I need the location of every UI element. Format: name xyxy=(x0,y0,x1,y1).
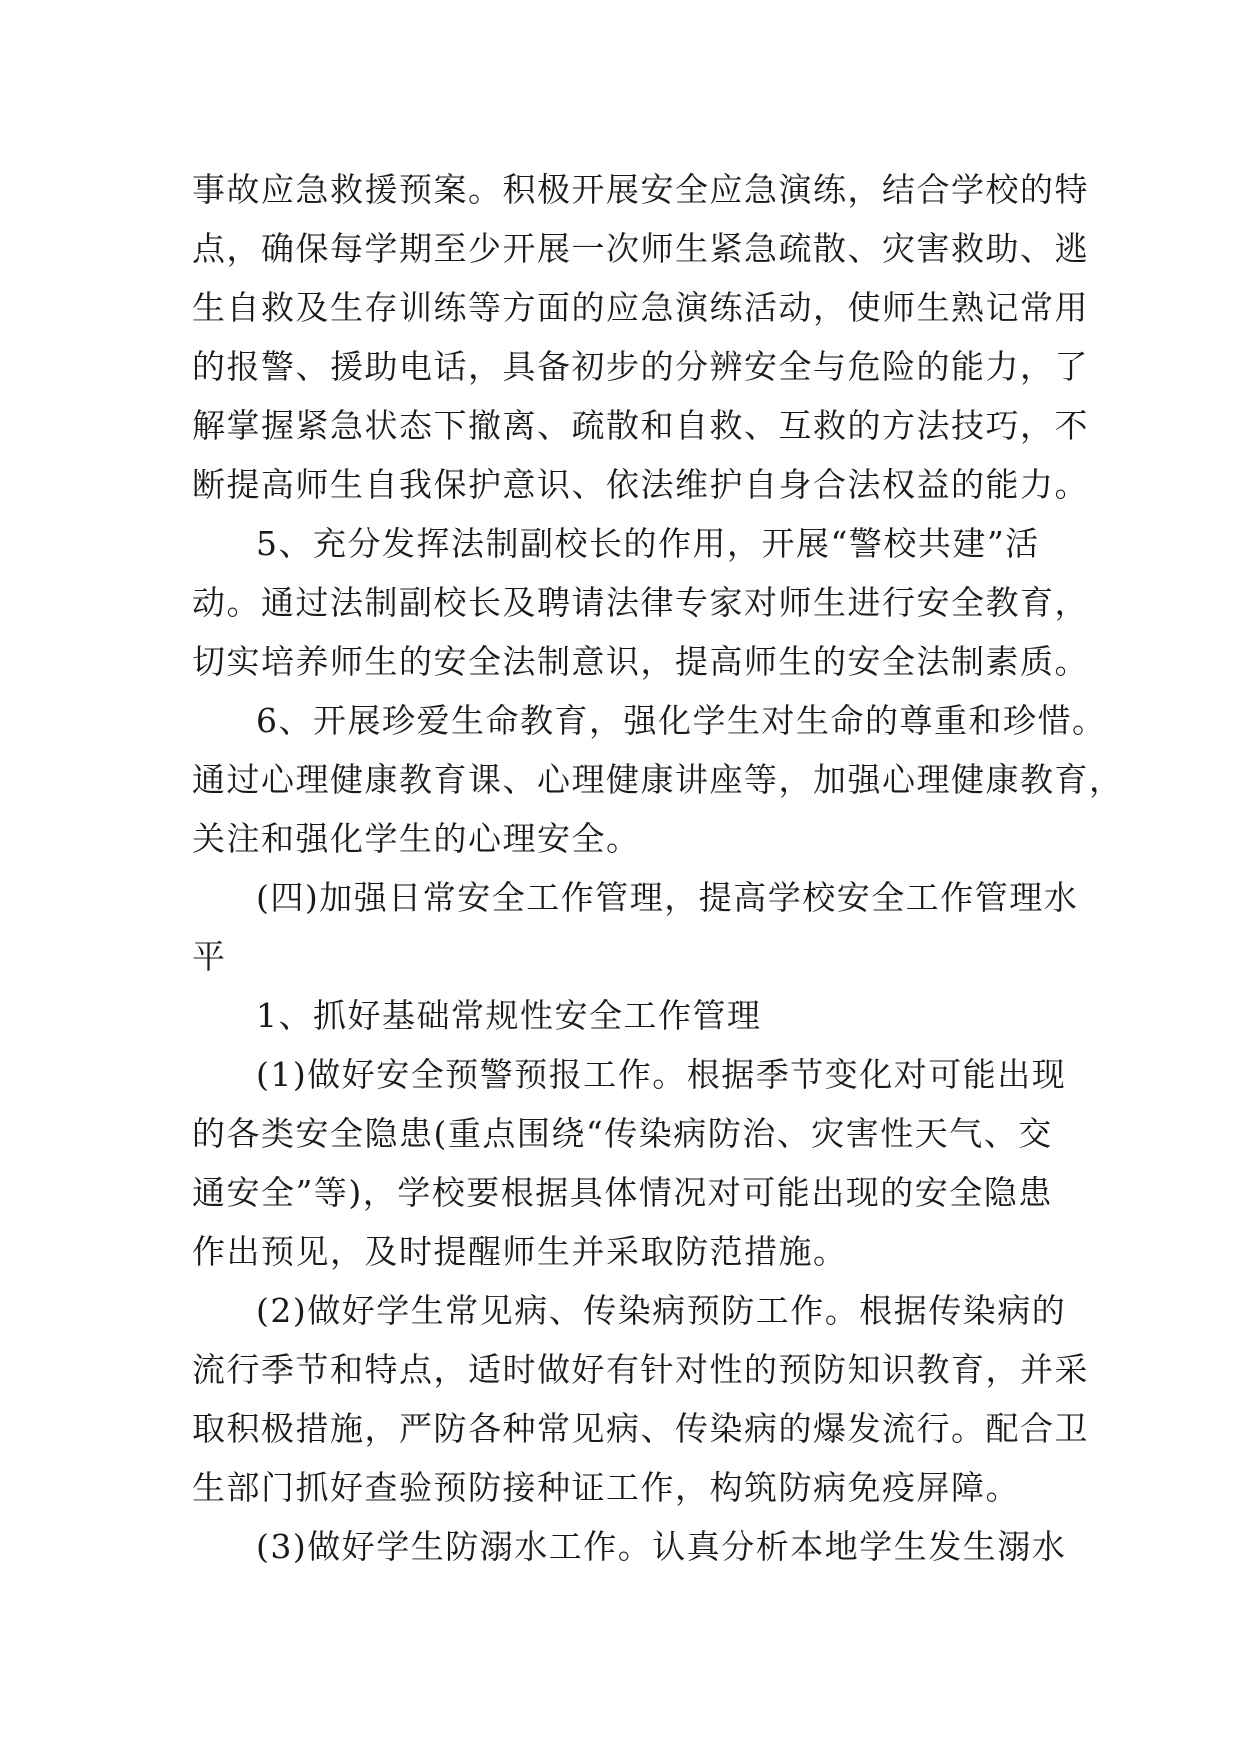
text-line: 取积极措施，严防各种常见病、传染病的爆发流行。配合卫 xyxy=(192,1409,1089,1448)
text-line: 切实培养师生的安全法制意识，提高师生的安全法制素质。 xyxy=(192,642,1089,681)
text-line: (3)做好学生防溺水工作。认真分析本地学生发生溺水 xyxy=(256,1527,1067,1566)
text-line: 动。通过法制副校长及聘请法律专家对师生进行安全教育， xyxy=(192,583,1089,622)
text-line: 生自救及生存训练等方面的应急演练活动，使师生熟记常用 xyxy=(192,288,1089,327)
text-line: (四)加强日常安全工作管理，提高学校安全工作管理水 xyxy=(256,878,1079,917)
text-line: 关注和强化学生的心理安全。 xyxy=(192,819,641,858)
text-line: 生部门抓好查验预防接种证工作，构筑防病免疫屏障。 xyxy=(192,1468,1020,1507)
text-line: 作出预见，及时提醒师生并采取防范措施。 xyxy=(192,1232,848,1271)
text-line: (1)做好安全预警预报工作。根据季节变化对可能出现 xyxy=(256,1055,1067,1094)
text-line: 点，确保每学期至少开展一次师生紧急疏散、灾害救助、逃 xyxy=(192,229,1089,268)
text-line: 6、开展珍爱生命教育，强化学生对生命的尊重和珍惜。 xyxy=(256,701,1107,740)
text-line: 平 xyxy=(192,937,227,976)
text-line: 流行季节和特点，适时做好有针对性的预防知识教育，并采 xyxy=(192,1350,1089,1389)
text-line: 通安全”等)，学校要根据具体情况对可能出现的安全隐患 xyxy=(192,1173,1053,1212)
text-line: 1、抓好基础常规性安全工作管理 xyxy=(256,996,762,1035)
text-line: 解掌握紧急状态下撤离、疏散和自救、互救的方法技巧，不 xyxy=(192,406,1089,445)
text-line: 5、充分发挥法制副校长的作用，开展“警校共建”活 xyxy=(256,524,1040,563)
text-line: 的各类安全隐患(重点围绕“传染病防治、灾害性天气、交 xyxy=(192,1114,1053,1153)
text-line: 的报警、援助电话，具备初步的分辨安全与危险的能力，了 xyxy=(192,347,1089,386)
text-line: 通过心理健康教育课、心理健康讲座等，加强心理健康教育， xyxy=(192,760,1124,799)
text-line: 事故应急救援预案。积极开展安全应急演练，结合学校的特 xyxy=(192,170,1089,209)
document-body xyxy=(192,160,1124,1576)
text-line: 断提高师生自我保护意识、依法维护自身合法权益的能力。 xyxy=(192,465,1089,504)
text-line: (2)做好学生常见病、传染病预防工作。根据传染病的 xyxy=(256,1291,1067,1330)
